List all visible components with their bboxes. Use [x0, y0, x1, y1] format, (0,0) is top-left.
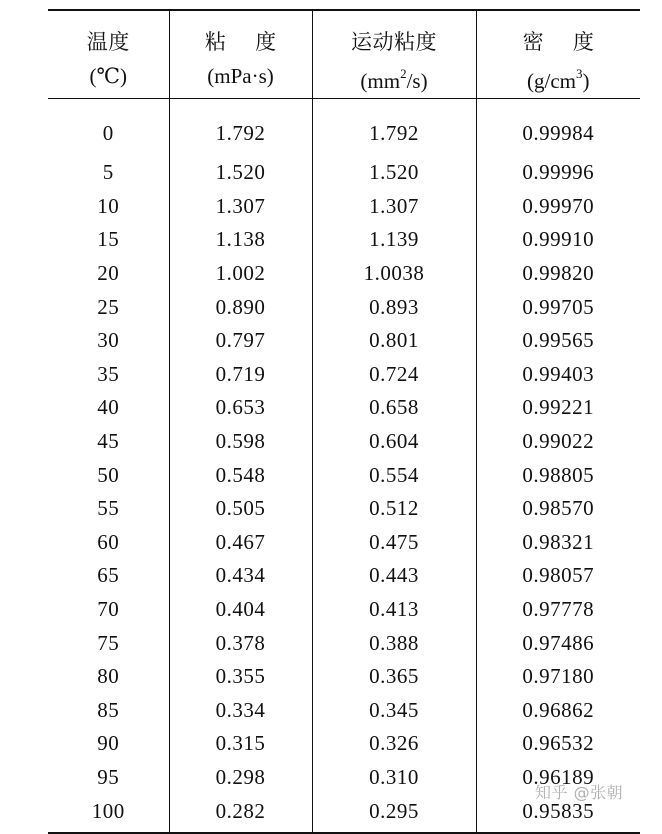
header-density-unit-main: (g/cm: [527, 69, 576, 93]
temperature-cell: 55: [97, 496, 120, 521]
header-density-unit: [477, 59, 641, 98]
density-cell: 0.98805: [476, 458, 640, 492]
viscosity-cell: 0.548: [169, 458, 312, 492]
temperature-cell: 10: [97, 193, 120, 218]
temperature-cell: 20: [97, 261, 120, 286]
header-viscosity-unit-main: (mPa·s): [207, 64, 274, 88]
temperature-cell: 50: [97, 462, 120, 487]
viscosity-cell: 0.434: [169, 559, 312, 593]
density-cell: 0.97778: [476, 593, 640, 627]
kinematic-viscosity-cell: 0.345: [312, 694, 476, 728]
density-cell: 0.99996: [476, 156, 640, 190]
table-row: [48, 794, 640, 833]
density-cell: 0.99022: [476, 425, 640, 459]
header-kinematic-unit-tail: /s): [406, 69, 428, 93]
kinematic-viscosity-cell: 0.295: [312, 794, 476, 833]
table-row: [48, 156, 640, 190]
kinematic-viscosity-cell: 0.310: [312, 761, 476, 795]
table-row: [48, 593, 640, 627]
kinematic-viscosity-cell: 0.512: [312, 492, 476, 526]
kinematic-viscosity-cell: 0.388: [312, 626, 476, 660]
table-row: [48, 358, 640, 392]
viscosity-cell: 0.467: [169, 526, 312, 560]
kinematic-viscosity-cell: 1.0038: [312, 257, 476, 291]
density-cell: 0.99403: [476, 358, 640, 392]
temperature-cell: 15: [97, 227, 120, 252]
viscosity-cell: 1.002: [169, 257, 312, 291]
temperature-cell: 95: [97, 764, 120, 789]
viscosity-cell: 0.719: [169, 358, 312, 392]
density-cell: 0.96862: [476, 694, 640, 728]
viscosity-cell: 1.307: [169, 190, 312, 224]
table-row: [48, 626, 640, 660]
kinematic-viscosity-cell: 0.893: [312, 290, 476, 324]
table-row: [48, 694, 640, 728]
viscosity-cell: 0.505: [169, 492, 312, 526]
viscosity-cell: 0.797: [169, 324, 312, 358]
density-cell: 0.99221: [476, 391, 640, 425]
header-viscosity-name: 粘 度: [204, 30, 289, 54]
table-row: [48, 660, 640, 694]
kinematic-viscosity-cell: 0.365: [312, 660, 476, 694]
density-cell: 0.98057: [476, 559, 640, 593]
table-header: [48, 10, 640, 99]
temperature-cell: 100: [91, 798, 125, 823]
kinematic-viscosity-cell: 1.139: [312, 223, 476, 257]
viscosity-cell: 1.520: [169, 156, 312, 190]
viscosity-cell: 0.890: [169, 290, 312, 324]
header-density-unit-sup: 3: [575, 66, 583, 81]
viscosity-cell: 0.378: [169, 626, 312, 660]
kinematic-viscosity-cell: 1.520: [312, 156, 476, 190]
kinematic-viscosity-cell: 0.443: [312, 559, 476, 593]
density-cell: 0.97486: [476, 626, 640, 660]
density-cell: 0.99820: [476, 257, 640, 291]
header-kinematic-viscosity-name: 运动粘度: [351, 30, 437, 54]
density-cell: 0.99910: [476, 223, 640, 257]
viscosity-cell: 0.298: [169, 761, 312, 795]
density-cell: 0.97180: [476, 660, 640, 694]
kinematic-viscosity-cell: 0.801: [312, 324, 476, 358]
viscosity-cell: 0.653: [169, 391, 312, 425]
table-row: [48, 190, 640, 224]
table-row: [48, 425, 640, 459]
density-cell: 0.96532: [476, 727, 640, 761]
header-kinematic-unit-sup: 2: [400, 66, 407, 81]
header-density-name: 密 度: [522, 30, 606, 54]
viscosity-cell: 1.138: [169, 223, 312, 257]
viscosity-cell: 0.282: [169, 794, 312, 833]
density-cell: 0.98570: [476, 492, 640, 526]
temperature-cell: 80: [97, 664, 120, 689]
viscosity-cell: 0.334: [169, 694, 312, 728]
watermark: 知乎 @张朝: [535, 783, 624, 802]
table-row: [48, 290, 640, 324]
header-viscosity-unit: [170, 59, 312, 93]
table-row: [48, 727, 640, 761]
table-row: [48, 559, 640, 593]
header-row: [48, 10, 640, 99]
table-row: [48, 257, 640, 291]
kinematic-viscosity-cell: 0.413: [312, 593, 476, 627]
kinematic-viscosity-cell: 0.326: [312, 727, 476, 761]
density-cell: 0.99565: [476, 324, 640, 358]
kinematic-viscosity-cell: 1.307: [312, 190, 476, 224]
header-temperature-unit-main: (℃): [89, 64, 127, 88]
header-viscosity: [169, 10, 312, 99]
kinematic-viscosity-cell: 0.604: [312, 425, 476, 459]
header-temperature-unit: [48, 59, 169, 93]
table-row: [48, 391, 640, 425]
header-kinematic-unit-main: (mm: [360, 69, 401, 93]
temperature-cell: 30: [97, 328, 120, 353]
header-density: [476, 10, 640, 99]
density-cell: 0.99984: [476, 99, 640, 157]
viscosity-cell: 1.792: [169, 99, 312, 157]
viscosity-cell: 0.355: [169, 660, 312, 694]
kinematic-viscosity-cell: 0.658: [312, 391, 476, 425]
table-row: [48, 492, 640, 526]
temperature-cell: 25: [97, 294, 120, 319]
kinematic-viscosity-cell: 0.475: [312, 526, 476, 560]
table-row: [48, 324, 640, 358]
temperature-cell: 40: [97, 395, 120, 420]
table-row: [48, 761, 640, 795]
header-density-unit-tail: ): [582, 69, 590, 93]
temperature-cell: 65: [97, 563, 120, 588]
density-cell: 0.95835: [476, 794, 640, 833]
kinematic-viscosity-cell: 0.724: [312, 358, 476, 392]
viscosity-cell: 0.315: [169, 727, 312, 761]
kinematic-viscosity-cell: 1.792: [312, 99, 476, 157]
table-row: [48, 526, 640, 560]
density-cell: 0.99705: [476, 290, 640, 324]
header-kinematic-viscosity-unit: [313, 59, 476, 98]
temperature-cell: 0: [102, 121, 114, 145]
temperature-cell: 45: [97, 429, 120, 454]
density-cell: 0.96189: [476, 761, 640, 795]
table-row: [48, 458, 640, 492]
density-cell: 0.98321: [476, 526, 640, 560]
temperature-cell: 35: [97, 361, 120, 386]
temperature-cell: 5: [102, 160, 114, 185]
header-kinematic-viscosity: [312, 10, 476, 99]
table-body: [48, 99, 640, 833]
temperature-cell: 85: [97, 697, 120, 722]
table-row: [48, 223, 640, 257]
viscosity-cell: 0.404: [169, 593, 312, 627]
temperature-cell: 75: [97, 630, 120, 655]
temperature-cell: 90: [97, 731, 120, 756]
water-properties-table: [48, 9, 640, 834]
kinematic-viscosity-cell: 0.554: [312, 458, 476, 492]
viscosity-cell: 0.598: [169, 425, 312, 459]
table-row: [48, 99, 640, 157]
temperature-cell: 70: [97, 597, 120, 622]
header-temperature-name: 温度: [86, 30, 130, 54]
header-temperature: [48, 10, 169, 99]
temperature-cell: 60: [97, 529, 120, 554]
density-cell: 0.99970: [476, 190, 640, 224]
